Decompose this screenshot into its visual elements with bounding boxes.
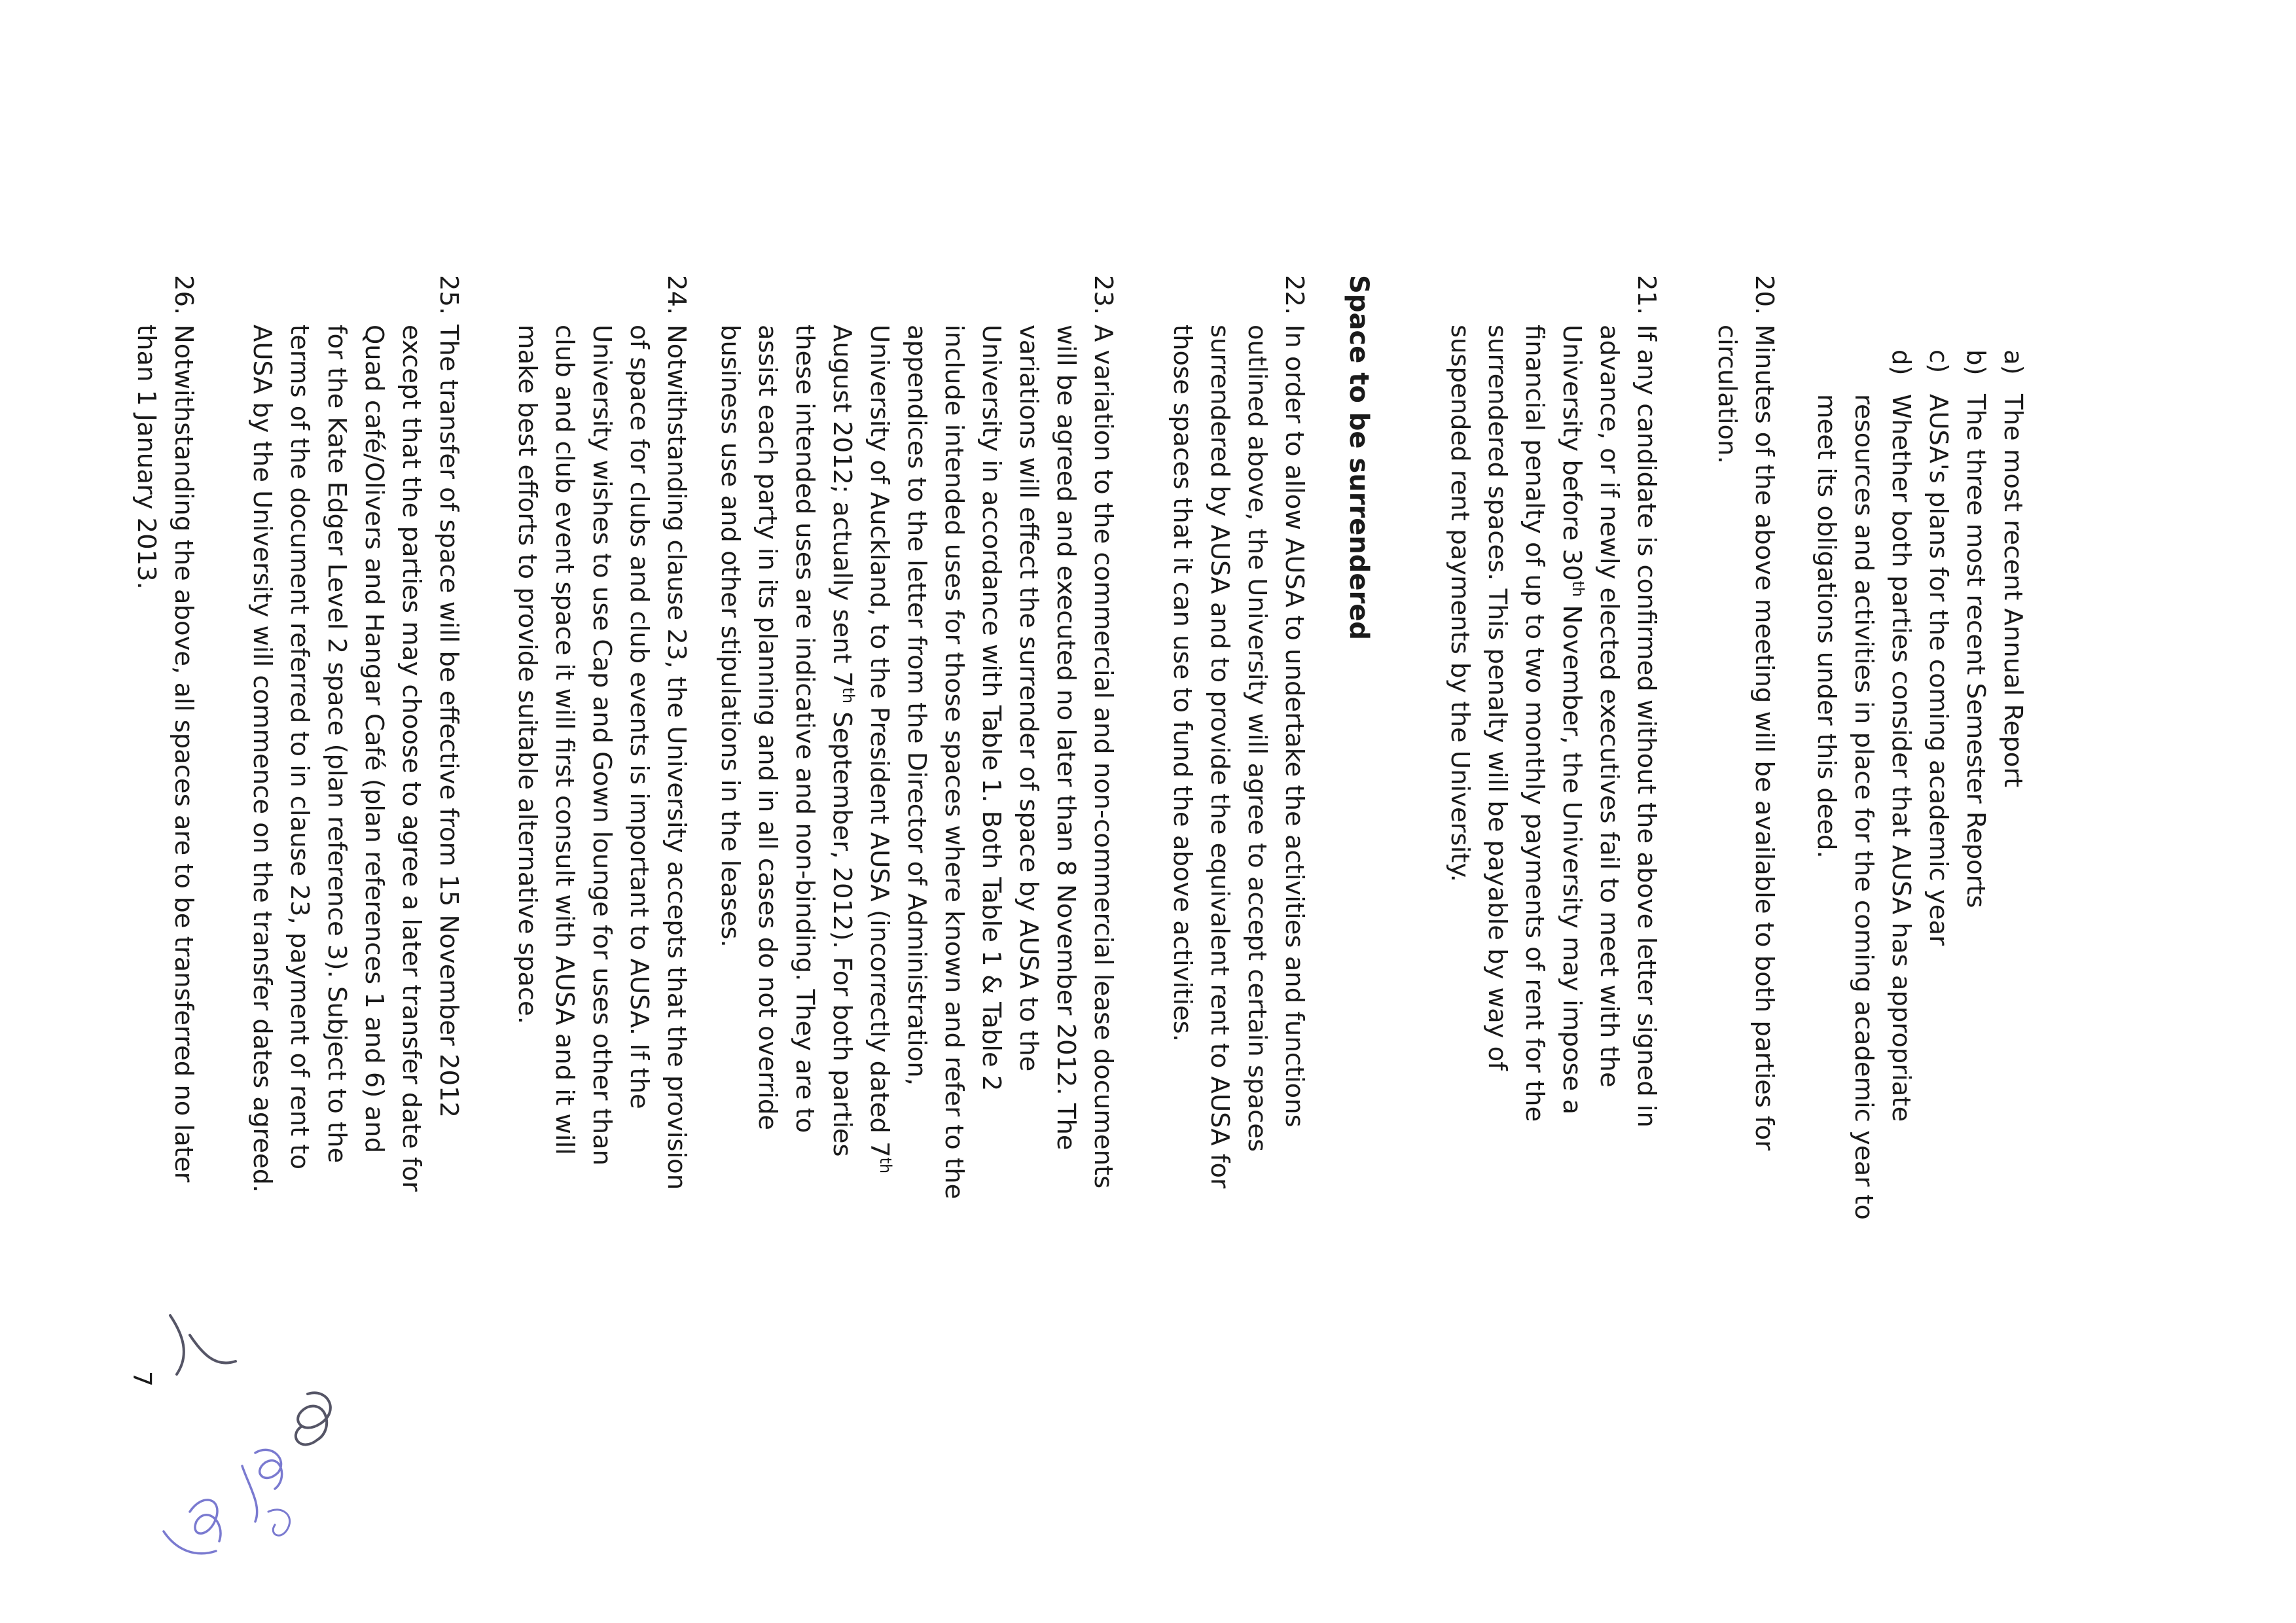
clause-text: outlined above, the University will agree to accept certain spaces xyxy=(1242,325,1272,1152)
clause-21 xyxy=(1441,275,1665,1584)
clause-text: In order to allow AUSA to undertake the activities and functions xyxy=(1280,325,1309,1128)
list-item-a xyxy=(1994,349,2032,1580)
section-heading: Space to be surrendered xyxy=(1344,275,1374,641)
clause-number: 23. xyxy=(1088,275,1118,315)
clause-text: these intended uses are indicative and non-binding. They are to xyxy=(790,325,819,1133)
clause-24 xyxy=(509,275,695,1584)
clause-text: surrendered spaces. This penalty will be payable by way of xyxy=(1482,325,1512,1071)
clause-text: for the Kate Edger Level 2 space (plan reference 3). Subject to the xyxy=(322,325,351,1164)
list-item-c xyxy=(1920,349,1957,1580)
clause-number: 24. xyxy=(662,275,691,315)
clause-text-part: August 2012; actually sent 7 xyxy=(827,325,857,688)
clause-text: assist each party in its planning and in all cases do not override xyxy=(753,325,782,1130)
clause-text-part: September, 2012). For both parties xyxy=(827,704,857,1157)
list-item-d xyxy=(1808,349,1920,1580)
clause-text: AUSA by the University will commence on the transfer dates agreed. xyxy=(247,325,277,1193)
ordinal-suffix: th xyxy=(838,687,857,704)
clause-text: than 1 January 2013. xyxy=(132,325,161,590)
signature-initials xyxy=(92,1296,353,1584)
clause-text-part: University before 30 xyxy=(1557,325,1587,581)
clause-text: A variation to the commercial and non-commercial lease documents xyxy=(1088,325,1118,1189)
clause-text: The transfer of space will be effective from 15 November 2012 xyxy=(434,325,463,1118)
signature-stroke-dark xyxy=(296,1393,331,1444)
clause-text: include intended uses for those spaces where known and refer to the xyxy=(939,325,969,1200)
clause-text: advance, or if newly elected executives fail to meet with the xyxy=(1594,325,1624,1088)
clause-text: Minutes of the above meeting will be available to both parties for xyxy=(1749,325,1779,1150)
clause-text: make best efforts to provide suitable alternative space. xyxy=(512,325,542,1024)
clause-text: appendices to the letter from the Director of Administration, xyxy=(902,325,931,1086)
clause-text: If any candidate is confirmed without the above letter signed in xyxy=(1632,325,1661,1128)
clause-text: University wishes to use Cap and Gown lounge for uses other than xyxy=(587,325,617,1166)
list-item-text: The most recent Annual Report xyxy=(1998,394,2028,788)
clause-text: business use and other stipulations in the leases. xyxy=(715,325,745,948)
signature-stroke-blue xyxy=(268,1510,290,1535)
clause-text: will be agreed and executed no later than 8 November 2012. The xyxy=(1051,325,1081,1150)
signature-stroke-dark xyxy=(170,1315,236,1374)
clause-text: University in accordance with Table 1. Both Table 1 & Table 2 xyxy=(977,325,1006,1092)
clause-text: circulation. xyxy=(1712,325,1742,464)
list-letter: d) xyxy=(1886,349,1916,376)
clause-text xyxy=(1553,325,1590,1584)
clause-text-part: University of Auckland, to the President AUSA (incorrectly dated 7 xyxy=(865,325,894,1158)
ordinal-suffix: th xyxy=(876,1157,895,1174)
clause-text: suspended rent payments by the University. xyxy=(1445,325,1475,882)
list-letter: b) xyxy=(1961,349,1990,376)
signature-stroke-blue xyxy=(164,1500,221,1554)
clause-text: Quad café/Olivers and Hangar Café (plan references 1 and 6) and xyxy=(359,325,389,1154)
list-item-text: resources and activities in place for the coming academic year to xyxy=(1849,394,1878,1220)
list-item-text: AUSA's plans for the coming academic year xyxy=(1924,394,1953,946)
clause-text: surrendered by AUSA and to provide the equivalent rent to AUSA for xyxy=(1205,325,1234,1188)
clause-number: 25. xyxy=(434,275,463,315)
clause-text: except that the parties may choose to agree a later transfer date for xyxy=(397,325,426,1192)
clause-number: 22. xyxy=(1280,275,1309,315)
clause-text: terms of the document referred to in clause 23, payment of rent to xyxy=(285,325,314,1170)
clause-number: 26. xyxy=(169,275,198,315)
list-letter: a) xyxy=(1998,349,2028,375)
clause-22 xyxy=(1164,275,1313,1584)
clause-text: variations will effect the surrender of space by AUSA to the xyxy=(1014,325,1043,1072)
clause-text xyxy=(823,325,861,1584)
clause-text: financial penalty of up to two monthly payments of rent for the xyxy=(1520,325,1549,1122)
clause-text: of space for clubs and club events is important to AUSA. If the xyxy=(624,325,654,1109)
clause-text-part: November, the University may impose a xyxy=(1557,597,1587,1115)
page-number: 7 xyxy=(128,1370,157,1387)
clause-number: 20. xyxy=(1749,275,1779,315)
clause-text: club and club event space it will first consult with AUSA and it will xyxy=(550,325,579,1155)
list-item-text: Whether both parties consider that AUSA has appropriate xyxy=(1886,394,1916,1122)
list-item-text: meet its obligations under this deed. xyxy=(1812,394,1841,859)
clause-text: those spaces that it can use to fund the above activities. xyxy=(1168,325,1197,1042)
clause-text: Notwithstanding the above, all spaces are to be transferred no later xyxy=(169,325,198,1183)
ordinal-suffix: th xyxy=(1568,580,1587,597)
rotated-document-body xyxy=(134,275,2032,1584)
list-item-b xyxy=(1957,349,1994,1580)
list-letter: c) xyxy=(1924,349,1953,374)
clause-23 xyxy=(711,275,1122,1584)
list-item-text: The three most recent Semester Reports xyxy=(1961,394,1990,908)
signature-stroke-blue xyxy=(242,1450,282,1522)
clause-number: 21. xyxy=(1632,275,1661,315)
clause-text: Notwithstanding clause 23, the University accepts that the provision xyxy=(662,325,691,1190)
clause-20 xyxy=(1708,275,1783,1584)
clause-text xyxy=(861,325,898,1584)
